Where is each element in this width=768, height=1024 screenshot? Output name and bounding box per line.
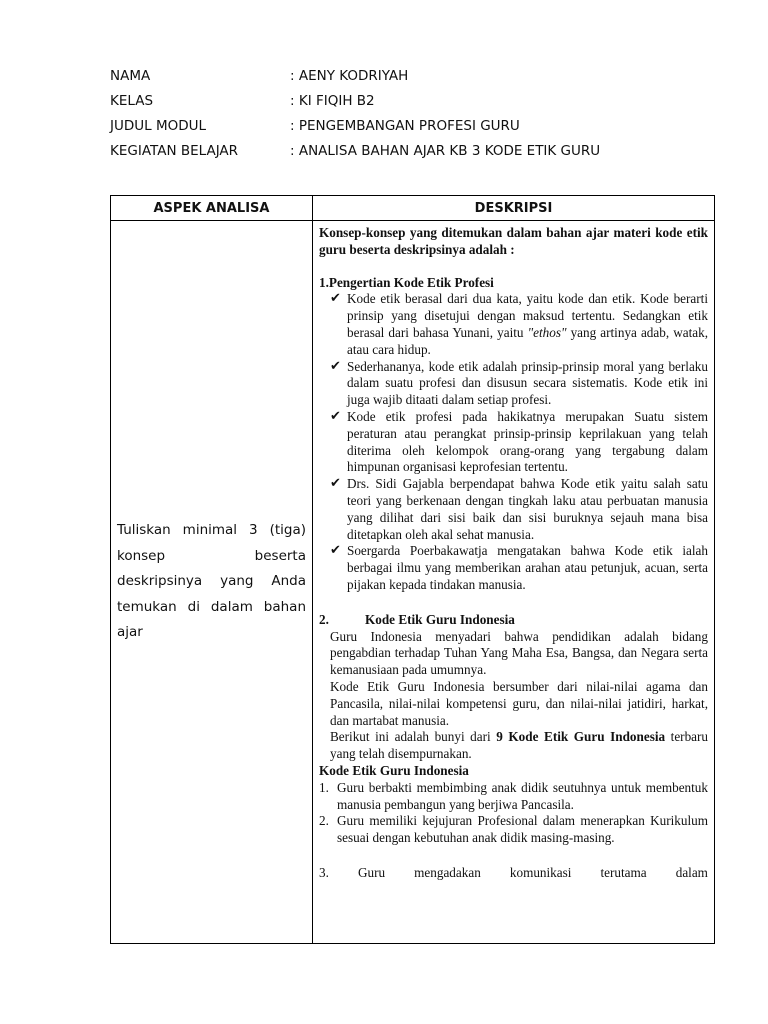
info-label: NAMA bbox=[110, 68, 151, 84]
info-row-kelas bbox=[110, 92, 710, 117]
info-label: JUDUL MODUL bbox=[110, 118, 207, 134]
check-icon: ✔ bbox=[330, 358, 341, 374]
info-row-kegiatan-belajar bbox=[110, 142, 710, 167]
info-label: KEGIATAN BELAJAR bbox=[110, 143, 239, 159]
info-label: KELAS bbox=[110, 93, 154, 109]
list-title: Kode Etik Guru Indonesia bbox=[319, 762, 469, 778]
description-content bbox=[319, 225, 708, 943]
list-item: ✔ Kode etik profesi pada hakikatnya merupakan Suatu sistem peraturan atau perangkat prinsip-prinsip keprilakuan yang telah diterima oleh kelompok orang-orang yang tergabung dalam himpunan organisasi keprofesian tertentu. bbox=[330, 408, 708, 475]
check-icon: ✔ bbox=[330, 291, 341, 307]
list-item: 3. Guru mengadakan komunikasi terutama dalam bbox=[319, 864, 708, 880]
identity-block bbox=[110, 67, 710, 167]
info-value: : PENGEMBANGAN PROFESI GURU bbox=[290, 118, 520, 134]
check-icon: ✔ bbox=[330, 408, 341, 424]
info-value: : ANALISA BAHAN AJAR KB 3 KODE ETIK GURU bbox=[290, 143, 601, 159]
check-icon: ✔ bbox=[330, 476, 341, 492]
info-row-nama bbox=[110, 67, 710, 92]
column-header-aspek: ASPEK ANALISA bbox=[111, 196, 313, 221]
paragraph: Berikut ini adalah bunyi dari 9 Kode Etik Guru Indonesia terbaru yang telah disempurnakan. bbox=[330, 729, 708, 762]
info-row-judul-modul bbox=[110, 117, 710, 142]
info-value: : AENY KODRIYAH bbox=[290, 68, 409, 84]
description-cell bbox=[313, 221, 715, 944]
table-row bbox=[111, 221, 715, 944]
check-icon: ✔ bbox=[330, 543, 341, 559]
table-header-row bbox=[111, 196, 715, 221]
intro-text: Konsep-konsep yang ditemukan dalam bahan ajar materi kode etik guru beserta deskripsinya adalah : bbox=[319, 225, 708, 257]
section-1-list bbox=[319, 291, 708, 593]
analysis-table bbox=[110, 195, 715, 944]
paragraph: Kode Etik Guru Indonesia bersumber dari nilai-nilai agama dan Pancasila, nilai-nilai kompetensi guru, dan nilai-nilai jatidiri, harkat, dan martabat manusia. bbox=[330, 678, 708, 728]
list-item: 2. Guru memiliki kejujuran Profesional dalam menerapkan Kurikulum sesuai dengan kebutuhan anak didik masing-masing. bbox=[319, 813, 708, 846]
list-item: 1. Guru berbakti membimbing anak didik seutuhnya untuk membentuk manusia pembangun yang berjiwa Pancasila. bbox=[319, 779, 708, 812]
column-header-deskripsi: DESKRIPSI bbox=[313, 196, 715, 221]
list-item: ✔ Kode etik berasal dari dua kata, yaitu kode dan etik. Kode berarti prinsip yang disetujui dengan maksud tertentu. Sedangkan etik berasal dari bahasa Yunani, yaitu "ethos" yang artinya adab, watak, atau cara hidup. bbox=[330, 291, 708, 357]
paragraph: Guru Indonesia menyadari bahwa pendidikan adalah bidang pengabdian terhadap Tuhan Yang Maha Esa, Bangsa, dan Negara serta kemanusiaan pada umumnya. bbox=[330, 628, 708, 678]
list-item: ✔ Drs. Sidi Gajabla berpendapat bahwa Kode etik yaitu salah satu teori yang berkenaan dengan tingkah laku atau perbuatan manusia yang dilihat dari sisi baik dan sisi buruknya sejauh mana bisa ditetapkan oleh akal sehat manusia. bbox=[330, 476, 708, 542]
list-item: ✔ Sederhananya, kode etik adalah prinsip-prinsip moral yang berlaku dalam suatu profesi dan disusun secara sistematis. Kode etik ini juga wajib ditaati dalam setiap profesi. bbox=[330, 358, 708, 408]
info-value: : KI FIQIH B2 bbox=[290, 93, 375, 109]
list-item: ✔ Soergarda Poerbakawatja mengatakan bahwa Kode etik ialah berbagai ilmu yang memberikan arahan atau petunjuk, acuan, serta pijakan kepada tindakan manusia. bbox=[330, 543, 708, 592]
aspect-cell: Tuliskan minimal 3 (tiga) konsep beserta deskripsinya yang Anda temukan di dalam bahan ajar bbox=[111, 221, 313, 944]
section-1-title: 1.Pengertian Kode Etik Profesi bbox=[319, 274, 494, 290]
section-2-title: 2. Kode Etik Guru Indonesia bbox=[319, 611, 515, 627]
